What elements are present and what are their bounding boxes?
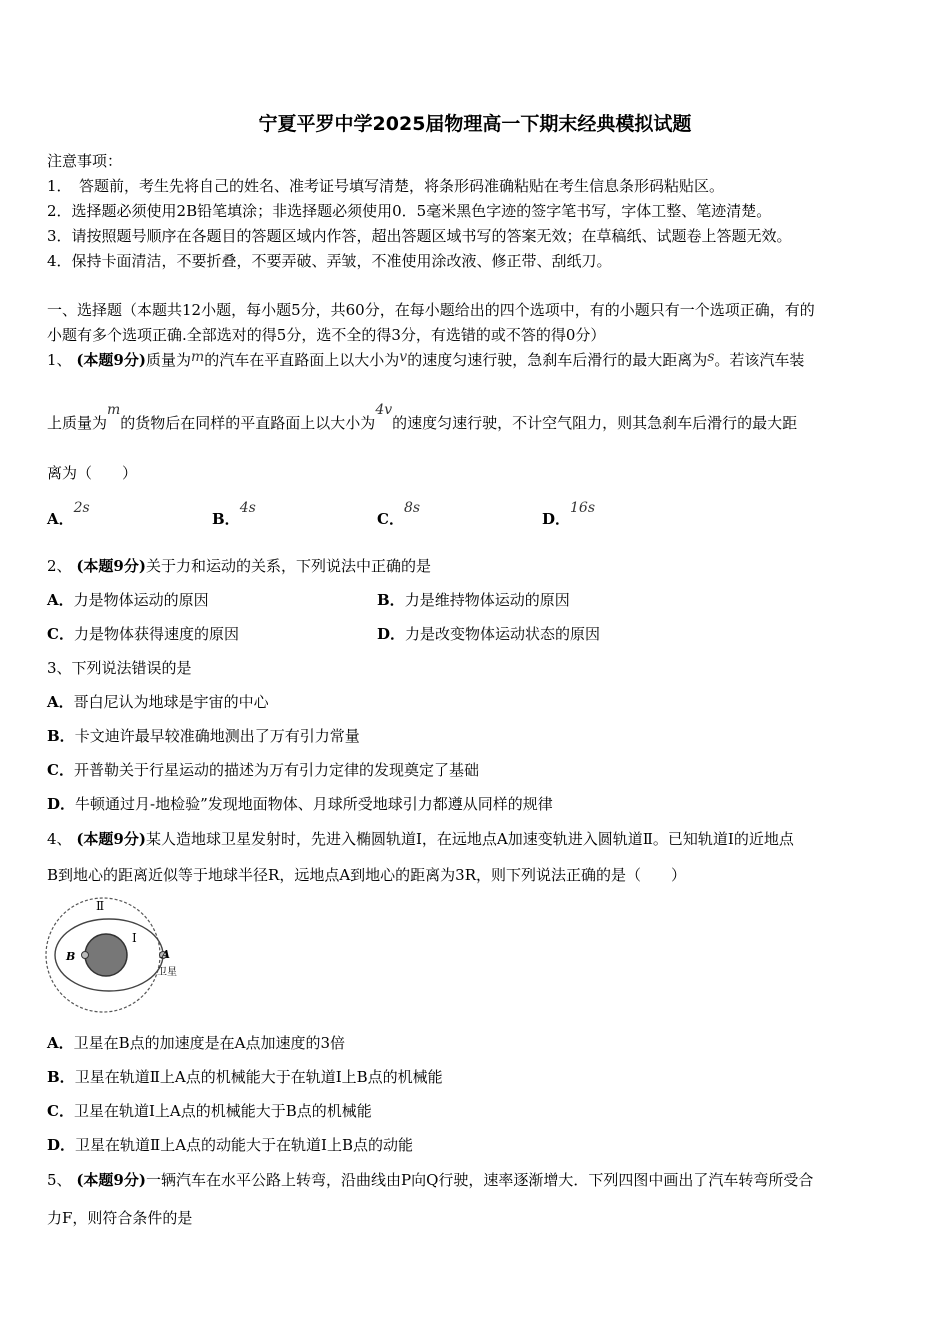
question-text: 的速度匀速行驶，不计空气阻力，则其急刹车后滑行的最大距 (392, 414, 798, 432)
option-d[interactable] (47, 1135, 413, 1155)
point-b-label: B (66, 950, 76, 963)
option-label: B． (377, 591, 405, 609)
option-text: 力是维持物体运动的原因 (404, 591, 570, 609)
option-label: D． (47, 795, 76, 813)
option-text: 力是物体获得速度的原因 (73, 625, 239, 643)
option-label: C． (47, 625, 74, 643)
question-3-stem: 3、下列说法错误的是 (47, 659, 192, 677)
option-text: 卫星在轨道Ⅰ上A点的机械能大于B点的机械能 (73, 1102, 372, 1120)
question-2-stem (47, 556, 431, 576)
option-a[interactable] (47, 1033, 345, 1053)
question-text: 的汽车在平直路面上以大小为 (204, 351, 400, 369)
section-heading-line: 小题有多个选项正确.全部选对的得5分，选不全的得3分，有选错的或不答的得0分） (47, 326, 606, 344)
option-d[interactable] (47, 794, 553, 814)
option-text: 哥白尼认为地球是宇宙的中心 (73, 693, 269, 711)
option-label: C． (47, 1102, 74, 1120)
option-text: 开普勒关于行星运动的描述为万有引力定律的发现奠定了基础 (73, 761, 479, 779)
option-b[interactable] (212, 500, 256, 530)
option-text: 卫星在轨道Ⅱ上A点的机械能大于在轨道Ⅰ上B点的机械能 (74, 1068, 443, 1086)
math-m: m (107, 402, 121, 418)
option-label: D． (377, 625, 406, 643)
option-text: 牛顿通过月-地检验”发现地面物体、月球所受地球引力都遵从同样的规律 (75, 795, 553, 813)
option-c[interactable] (47, 1101, 372, 1121)
point-b-dot (82, 952, 89, 959)
question-4-line1 (47, 829, 794, 849)
question-number: 5、 (47, 1171, 72, 1189)
question-text: 关于力和运动的关系，下列说法中正确的是 (145, 557, 431, 575)
question-4-line2: B到地心的距离近似等于地球半径R，远地点A到地心的距离为3R，则下列说法正确的是（ ） (47, 866, 686, 884)
question-1-line2 (47, 402, 798, 434)
question-5-line1 (47, 1170, 813, 1190)
question-text: 。若该汽车装 (714, 351, 805, 369)
option-b[interactable] (47, 726, 360, 746)
option-label: C． (377, 510, 404, 528)
point-a-label: A (161, 948, 170, 961)
option-text: 力是物体运动的原因 (73, 591, 209, 609)
note-item: 1． 答题前，考生先将自己的姓名、准考证号填写清楚，将条形码准确粘贴在考生信息条形码粘贴区。 (47, 177, 725, 195)
orbit-ii-label: Ⅱ (96, 899, 105, 913)
option-b[interactable] (377, 590, 570, 610)
option-c[interactable] (47, 624, 239, 644)
question-number: 4、 (47, 830, 72, 848)
option-label: D． (542, 510, 571, 528)
question-text: 的速度匀速行驶，急刹车后滑行的最大距离为 (407, 351, 708, 369)
option-d[interactable] (377, 624, 600, 644)
math-m: m (190, 349, 205, 365)
page-title: 宁夏平罗中学2025届物理高一下期末经典模拟试题 (258, 113, 692, 135)
question-score: (本题9分) (76, 830, 146, 848)
option-label: B． (47, 1068, 75, 1086)
question-1-line3: 离为（ ） (47, 464, 138, 482)
math-v: v (399, 349, 408, 365)
option-d[interactable] (542, 500, 596, 530)
note-item: 4．保持卡面清洁，不要折叠，不要弄破、弄皱，不准使用涂改液、修正带、刮纸刀。 (47, 252, 612, 270)
question-score: (本题9分) (76, 351, 146, 369)
satellite-label: 卫星 (157, 967, 177, 978)
option-a[interactable] (47, 500, 90, 530)
question-text: 上质量为 (47, 414, 108, 432)
option-label: A． (47, 510, 74, 528)
option-label: A． (47, 693, 74, 711)
option-label: D． (47, 1136, 76, 1154)
option-value: 4s (239, 500, 256, 516)
question-1-line1 (47, 350, 804, 371)
question-text: 质量为 (145, 351, 191, 369)
question-number: 1、 (47, 351, 72, 369)
question-text: 的货物后在同样的平直路面上以大小为 (120, 414, 376, 432)
option-label: B． (47, 727, 75, 745)
option-label: B． (212, 510, 240, 528)
option-a[interactable] (47, 692, 269, 712)
question-score: (本题9分) (76, 1171, 146, 1189)
question-text: 一辆汽车在水平公路上转弯，沿曲线由P向Q行驶，速率逐渐增大．下列四图中画出了汽车转弯所受合 (145, 1171, 814, 1189)
option-value: 8s (403, 500, 421, 516)
section-heading-line: 一、选择题（本题共12小题，每小题5分，共60分，在每小题给出的四个选项中，有的小题只有一个选项正确，有的 (47, 301, 815, 319)
option-c[interactable] (377, 500, 421, 530)
question-text: 某人造地球卫星发射时，先进入椭圆轨道Ⅰ，在远地点A加速变轨进入圆轨道Ⅱ。已知轨道Ⅰ的近地点 (145, 830, 794, 848)
option-label: A． (47, 591, 74, 609)
option-text: 卫星在B点的加速度是在A点加速度的3倍 (73, 1034, 346, 1052)
note-item: 2．选择题必须使用2B铅笔填涂；非选择题必须使用0．5毫米黑色字迹的签字笔书写，字体工整、笔迹清楚。 (47, 202, 772, 220)
math-s: s (707, 349, 715, 365)
option-a[interactable] (47, 590, 209, 610)
option-value: 16s (570, 500, 596, 516)
option-text: 力是改变物体运动状态的原因 (405, 625, 601, 643)
orbit-diagram (40, 893, 177, 1017)
question-score: (本题9分) (76, 557, 146, 575)
orbit-i-label: Ⅰ (132, 931, 137, 945)
option-c[interactable] (47, 760, 479, 780)
option-label: A． (47, 1034, 74, 1052)
option-value: 2s (73, 500, 90, 516)
math-4v: 4v (375, 402, 393, 418)
note-item: 3．请按照题号顺序在各题目的答题区域内作答，超出答题区域书写的答案无效；在草稿纸、试题卷上答题无效。 (47, 227, 792, 245)
earth-circle (85, 934, 127, 976)
notes-heading: 注意事项： (47, 152, 123, 170)
option-label: C． (47, 761, 74, 779)
option-text: 卫星在轨道Ⅱ上A点的动能大于在轨道Ⅰ上B点的动能 (75, 1136, 413, 1154)
question-5-line2: 力F，则符合条件的是 (47, 1209, 193, 1227)
option-b[interactable] (47, 1067, 443, 1087)
question-number: 2、 (47, 557, 72, 575)
option-text: 卡文迪许最早较准确地测出了万有引力常量 (74, 727, 360, 745)
